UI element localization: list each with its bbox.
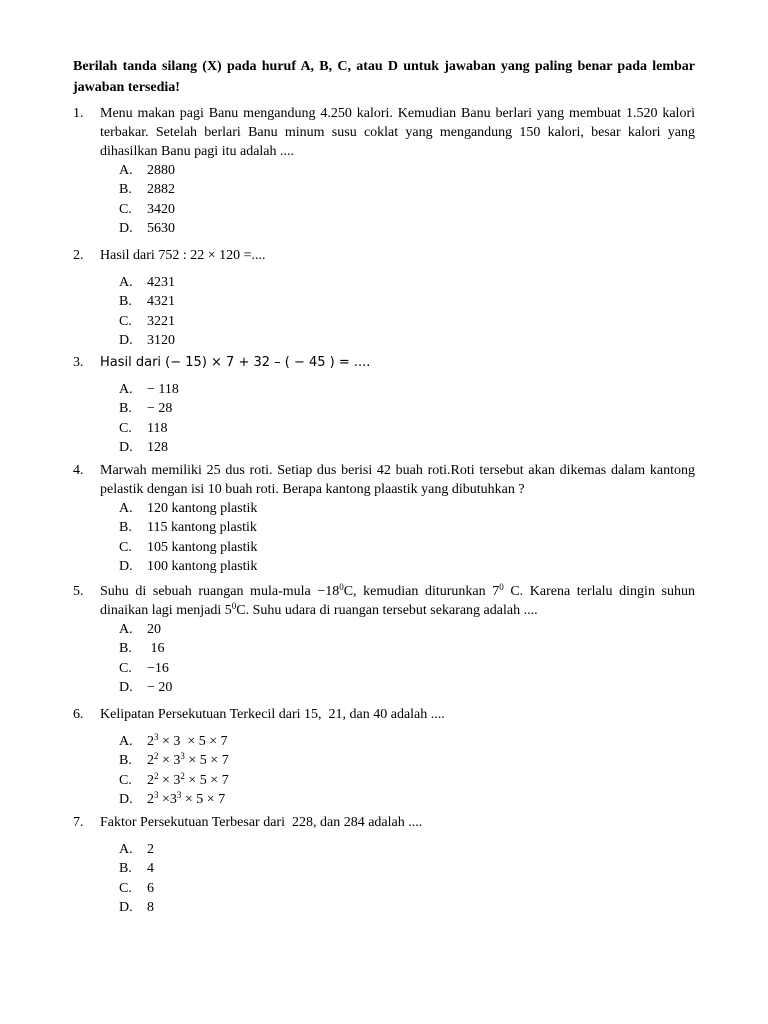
question-5 — [73, 582, 695, 697]
option-letter: D. — [119, 679, 133, 695]
option-b — [119, 399, 695, 418]
question-number: 5. — [73, 584, 84, 599]
option-letter: A. — [119, 622, 133, 637]
option-d — [119, 219, 695, 238]
option-c — [119, 312, 695, 331]
text-segment: × 3 — [158, 772, 181, 788]
option-b — [119, 751, 695, 770]
option-text: 120 kantong plastik — [147, 501, 258, 516]
exponent: 3 — [176, 789, 182, 800]
question-text: Faktor Persekutuan Terbesar dari 228, dan 284 adalah .... — [100, 815, 423, 830]
option-letter: C. — [119, 660, 132, 676]
option-letter: D. — [119, 439, 133, 455]
instruction-text: Berilah tanda silang (X) pada huruf A, B, C, atau D untuk jawaban yang paling benar pada lembar jawaban tersedia! — [73, 59, 695, 95]
options-list — [119, 161, 695, 238]
option-letter: C. — [119, 772, 132, 788]
text-segment: × 5 × 7 — [184, 772, 229, 788]
exponent: 2 — [180, 770, 185, 781]
option-letter: B. — [119, 861, 132, 877]
text-segment: C, kemudian diturunkan 7 — [343, 584, 500, 599]
text-segment: × 5 × 7 — [184, 753, 229, 769]
question-number: 7. — [73, 815, 84, 830]
option-text: 100 kantong plastik — [147, 558, 258, 574]
option-text: 115 kantong plastik — [147, 520, 257, 536]
option-c — [119, 538, 695, 557]
option-text: 2882 — [147, 182, 175, 198]
option-letter: D. — [119, 791, 133, 807]
text-segment: × 5 × 7 — [181, 791, 226, 807]
exponent: 2 — [154, 770, 159, 781]
option-letter: B. — [119, 182, 132, 198]
options-list — [119, 273, 695, 350]
option-letter: B. — [119, 641, 132, 657]
text-segment: × 3 — [158, 753, 181, 769]
exponent: 3 — [154, 732, 159, 742]
superscript: 0 — [499, 582, 504, 592]
option-a — [119, 732, 695, 751]
option-a — [119, 620, 695, 639]
question-1 — [73, 104, 695, 238]
option-letter: A. — [119, 163, 133, 178]
option-letter: C. — [119, 201, 132, 217]
option-text: 5630 — [147, 220, 175, 236]
options-list — [119, 620, 695, 697]
base: 2 — [147, 791, 154, 807]
option-text — [147, 751, 229, 770]
option-text — [147, 771, 229, 790]
option-b — [119, 180, 695, 199]
text-segment: × 3 × 5 × 7 — [158, 734, 228, 749]
options-list — [119, 499, 695, 576]
option-a — [119, 499, 695, 518]
option-letter: B. — [119, 294, 132, 310]
option-text: 4231 — [147, 275, 175, 290]
option-b — [119, 639, 695, 658]
option-text: 2 — [147, 842, 154, 857]
option-letter: C. — [119, 880, 132, 896]
question-text: Hasil dari (− 15) × 7 + 32 – ( − 45 ) = .... — [100, 355, 371, 370]
option-text: 4321 — [147, 294, 175, 310]
option-letter: A. — [119, 382, 133, 397]
option-text: 105 kantong plastik — [147, 539, 258, 555]
option-text: − 28 — [147, 401, 173, 417]
option-text: 2880 — [147, 163, 175, 178]
question-number: 3. — [73, 355, 84, 370]
option-text: 8 — [147, 899, 154, 915]
option-b — [119, 859, 695, 878]
text-segment: C. Suhu udara di ruangan tersebut sekarang adalah .... — [236, 603, 538, 618]
option-text: 16 — [147, 641, 165, 657]
question-number: 6. — [73, 707, 84, 722]
question-text: Menu makan pagi Banu mengandung 4.250 kalori. Kemudian Banu berlari yang membuat 1.520 kalori terbakar. Setelah berlari Banu minum susu coklat yang mengandung 150 kalori, besar kalori yang dihasilkan Banu pagi itu adalah .... — [100, 106, 695, 159]
option-letter: D. — [119, 332, 133, 348]
option-letter: A. — [119, 734, 133, 749]
option-text — [147, 732, 228, 751]
option-text: 4 — [147, 861, 154, 877]
option-a — [119, 161, 695, 180]
option-a — [119, 840, 695, 859]
question-number: 2. — [73, 248, 84, 263]
option-letter: B. — [119, 753, 132, 769]
option-c — [119, 659, 695, 678]
option-a — [119, 273, 695, 292]
option-text: −16 — [147, 660, 169, 676]
question-text: Hasil dari 752 : 22 × 120 =.... — [100, 248, 266, 263]
option-d — [119, 557, 695, 576]
option-c — [119, 879, 695, 898]
option-text: − 118 — [147, 382, 179, 397]
option-c — [119, 200, 695, 219]
option-d — [119, 678, 695, 697]
superscript: 0 — [339, 582, 344, 592]
exponent: 2 — [154, 751, 159, 762]
exponent: 3 — [180, 751, 185, 762]
text-segment: C. Karena terlalu dingin suhun dinaikan lagi menjadi 5 — [100, 584, 695, 618]
question-text: Marwah memiliki 25 dus roti. Setiap dus berisi 42 buah roti.Roti tersebut akan dikemas dalam kantong pelastik dengan isi 10 buah roti. Berapa kantong plaastik yang dibutuhkan ? — [100, 463, 695, 497]
option-letter: D. — [119, 899, 133, 915]
option-text: 3120 — [147, 332, 175, 348]
option-d — [119, 898, 695, 917]
option-letter: C. — [119, 420, 132, 436]
question-3 — [73, 353, 695, 457]
option-letter: A. — [119, 275, 133, 290]
option-a — [119, 380, 695, 399]
question-text: Kelipatan Persekutuan Terkecil dari 15, 21, dan 40 adalah .... — [100, 707, 445, 722]
question-number: 4. — [73, 463, 84, 478]
option-b — [119, 292, 695, 311]
option-c — [119, 419, 695, 438]
question-text — [100, 582, 695, 620]
option-d — [119, 438, 695, 457]
option-text: 3420 — [147, 201, 175, 217]
text-segment: ×3 — [158, 791, 177, 807]
option-c — [119, 771, 695, 790]
options-list — [119, 732, 695, 809]
option-text: 3221 — [147, 313, 175, 329]
option-b — [119, 518, 695, 537]
option-d — [119, 790, 695, 809]
base: 2 — [147, 753, 154, 769]
option-text — [147, 790, 225, 809]
question-2 — [73, 246, 695, 350]
superscript: 0 — [231, 601, 237, 611]
option-letter: D. — [119, 558, 133, 574]
option-text: 20 — [147, 622, 161, 637]
question-6 — [73, 705, 695, 809]
option-letter: A. — [119, 501, 133, 516]
option-text: − 20 — [147, 679, 173, 695]
base: 2 — [147, 772, 154, 788]
question-7 — [73, 813, 695, 917]
option-text: 6 — [147, 880, 154, 896]
option-text: 128 — [147, 439, 168, 455]
option-letter: C. — [119, 313, 132, 329]
option-text: 118 — [147, 420, 168, 436]
option-letter: C. — [119, 539, 132, 555]
option-letter: A. — [119, 842, 133, 857]
options-list — [119, 380, 695, 457]
question-number: 1. — [73, 106, 84, 121]
text-segment: Suhu di sebuah ruangan mula-mula −18 — [100, 584, 340, 599]
options-list — [119, 840, 695, 917]
exponent: 3 — [154, 789, 159, 800]
base: 2 — [147, 734, 154, 749]
option-letter: D. — [119, 220, 133, 236]
option-letter: B. — [119, 520, 132, 536]
question-4 — [73, 461, 695, 576]
option-d — [119, 331, 695, 350]
option-letter: B. — [119, 401, 132, 417]
